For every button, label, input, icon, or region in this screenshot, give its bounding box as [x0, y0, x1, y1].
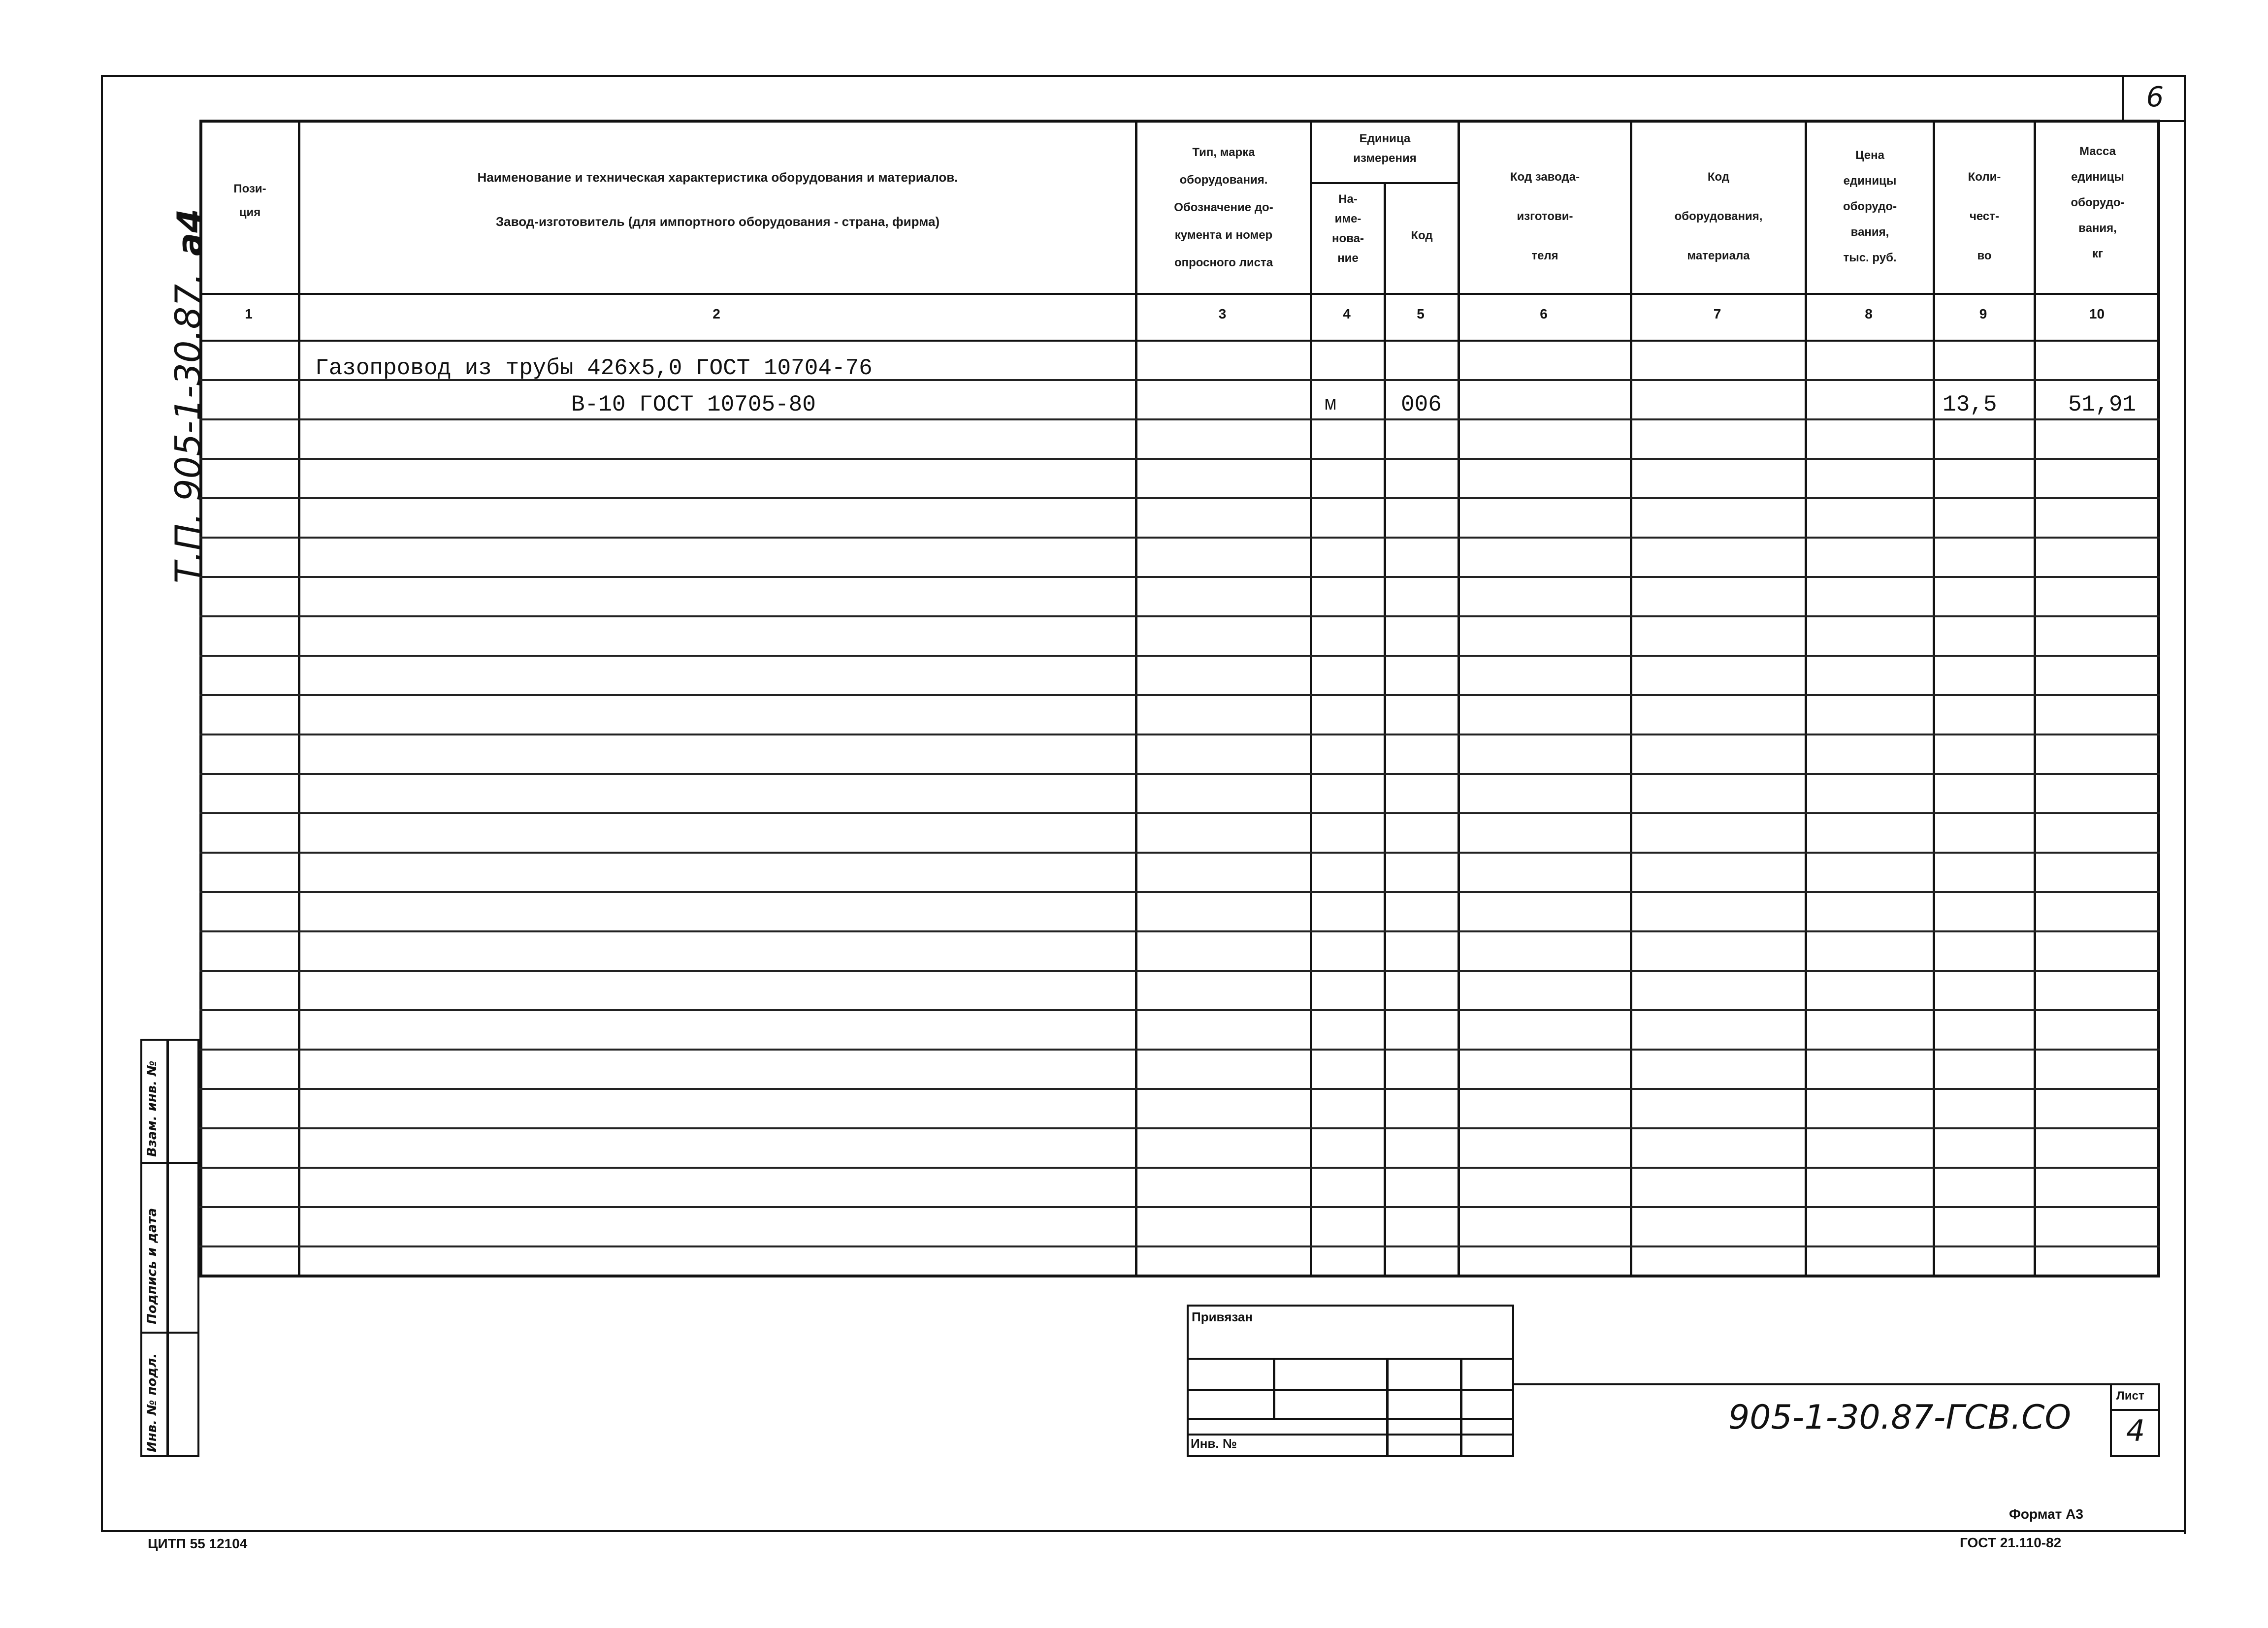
document-code: 905-1-30.87-ГСВ.СО: [1728, 1398, 2071, 1437]
table-row-line: [199, 537, 2160, 539]
header-equipment-code: Код оборудования, материала: [1674, 170, 1763, 262]
column-number: 10: [2089, 306, 2105, 321]
header-quantity: Коли- чест- во: [1968, 170, 2001, 262]
footer-standard: ГОСТ 21.110-82: [1960, 1535, 2062, 1550]
header-unit-name: На- име- нова- ние: [1332, 192, 1364, 265]
sheet-number: 6: [2122, 75, 2186, 122]
inv-no-label: Инв. №: [1191, 1436, 1237, 1451]
list-number: 4: [2126, 1414, 2145, 1448]
title-block-divider: [1514, 1383, 2160, 1385]
table-row-line: [199, 1206, 2160, 1208]
project-code-label: Т.П. 905-1-30.87.: [167, 273, 209, 583]
sheet-bottom-border: [101, 1530, 2186, 1532]
privyazan-divider: [1187, 1358, 1514, 1360]
table-row-line: [199, 655, 2160, 657]
list-label: Лист: [2116, 1389, 2144, 1403]
header-unit-group: Единица измерения: [1353, 132, 1417, 165]
column-number: 8: [1865, 306, 1873, 321]
column-number: 1: [245, 306, 253, 321]
footer-format: Формат А3: [2009, 1506, 2083, 1522]
sheet-left-border: [101, 75, 103, 1532]
table-row-unit: м: [1325, 394, 1337, 416]
table-row-name: В-10 ГОСТ 10705-80: [571, 392, 816, 417]
format-label: а4: [170, 209, 210, 256]
header-name-line2: Завод-изготовитель (для импортного оборудования - страна, фирма): [495, 214, 940, 229]
table-row-line: [199, 970, 2160, 972]
column-number: 7: [1713, 306, 1721, 321]
header-type: Тип, марка оборудования. Обозначение до- кумента и номер опросного листа: [1174, 146, 1273, 269]
column-number: 4: [1343, 306, 1351, 321]
table-row-line: [199, 852, 2160, 854]
col-divider: [1384, 182, 1386, 1277]
table-row-line: [199, 734, 2160, 735]
number-row-bottom-line: [199, 340, 2160, 342]
table-row-line: [199, 1088, 2160, 1090]
table-row-line: [199, 694, 2160, 696]
column-number: 6: [1540, 306, 1548, 321]
list-box-divider: [2110, 1409, 2160, 1411]
privyazan-label: Привязан: [1192, 1309, 1253, 1324]
table-row-line: [199, 1049, 2160, 1051]
privyazan-divider: [1187, 1418, 1514, 1420]
unit-group-divider: [1310, 182, 1458, 184]
table-row-line: [199, 1009, 2160, 1011]
header-position: Пози- ция: [233, 182, 266, 219]
stamp-label-inv: Инв. № подл.: [145, 1353, 160, 1452]
header-plant-code: Код завода- изготови- теля: [1510, 170, 1580, 262]
stamp-side-divider-v: [166, 1039, 169, 1457]
table-row-line: [199, 458, 2160, 460]
privyazan-divider-v: [1273, 1358, 1275, 1419]
privyazan-divider: [1187, 1434, 1514, 1436]
column-number: 9: [1979, 306, 1987, 321]
table-row-line: [199, 891, 2160, 893]
header-price: Цена единицы оборудо- вания, тыс. руб.: [1843, 149, 1897, 264]
stamp-side-divider: [140, 1162, 199, 1164]
table-row-code: 006: [1401, 392, 1442, 417]
column-number: 2: [713, 306, 720, 321]
table-row-line: [199, 930, 2160, 932]
table-row-qty: 13,5: [1943, 392, 1997, 417]
privyazan-divider-v: [1460, 1358, 1462, 1457]
privyazan-divider-v: [1386, 1358, 1389, 1457]
stamp-label-vzam: Взам. инв. №: [145, 1060, 160, 1157]
column-number: 3: [1218, 306, 1227, 321]
stamp-label-podpis: Подпись и дата: [145, 1208, 160, 1324]
table-row-line: [199, 497, 2160, 499]
privyazan-divider: [1187, 1389, 1514, 1391]
footer-left: ЦИТП 55 12104: [148, 1536, 248, 1551]
table-row-name: Газопровод из трубы 426х5,0 ГОСТ 10704-76: [315, 355, 873, 381]
header-mass: Масса единицы оборудо- вания, кг: [2071, 145, 2125, 260]
header-bottom-line: [199, 293, 2160, 295]
header-name-line1: Наименование и техническая характеристика оборудования и материалов.: [477, 170, 958, 185]
table-row-mass: 51,91: [2068, 392, 2137, 417]
table-row-line: [199, 1167, 2160, 1169]
table-row-line: [199, 615, 2160, 617]
table-row-line: [199, 812, 2160, 814]
table-row-line: [199, 576, 2160, 578]
table-row-line: [199, 418, 2160, 420]
table-row-line: [199, 1127, 2160, 1129]
table-row-line: [199, 773, 2160, 775]
stamp-side-divider: [140, 1332, 199, 1334]
header-unit-code: Код: [1411, 229, 1433, 242]
column-number: 5: [1417, 306, 1425, 321]
table-row-line: [199, 1245, 2160, 1247]
